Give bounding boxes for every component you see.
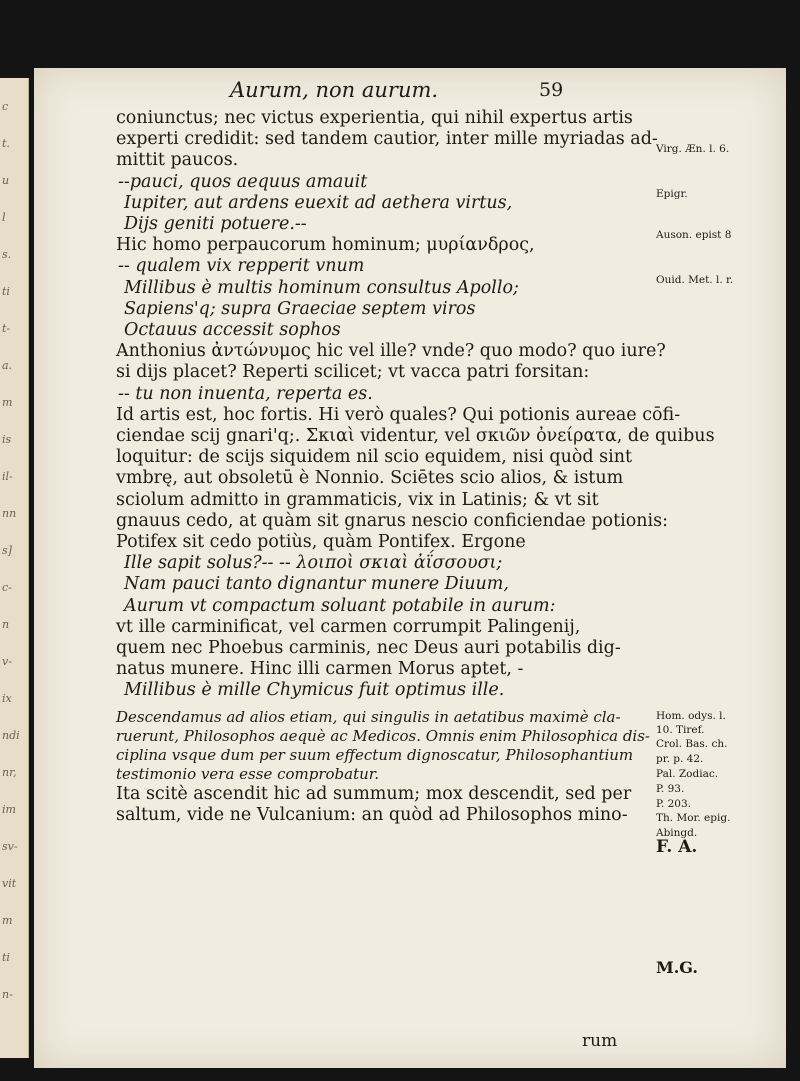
prev-page-glyph: c bbox=[2, 100, 9, 113]
prev-page-glyph: ix bbox=[2, 692, 12, 705]
text-line: Ita scitè ascendit hic ad summum; mox descendit, sed per bbox=[116, 783, 632, 804]
margin-note: Epigr. bbox=[656, 188, 688, 200]
text-line: mittit paucos. bbox=[116, 150, 239, 171]
verse-line: Millibus è multis hominum consultus Apollo; bbox=[124, 277, 519, 298]
verse-line: -- tu non inuenta, reperta es. bbox=[118, 383, 373, 404]
prev-page-glyph: vit bbox=[2, 877, 17, 890]
prev-page-glyph: v- bbox=[2, 655, 12, 668]
verse-line: --pauci, quos aequus amauit bbox=[118, 171, 368, 192]
margin-note: Hom. odys. l. bbox=[656, 710, 726, 722]
prev-page-glyph: a. bbox=[2, 359, 13, 372]
prev-page-glyph: nn bbox=[2, 507, 17, 520]
text-line: Potifex sit cedo potiùs, quàm Pontifex. Ergone bbox=[116, 532, 526, 553]
verse-line: Millibus è mille Chymicus fuit optimus ille. bbox=[124, 680, 505, 701]
margin-note: F. A. bbox=[656, 837, 698, 857]
text-line: coniunctus; nec victus experientia, qui nihil expertus artis bbox=[116, 108, 633, 128]
margin-note: Virg. Æn. l. 6. bbox=[656, 143, 730, 155]
margin-note: 10. Tiref. bbox=[656, 724, 705, 736]
margin-note: Ouid. Met. l. r. bbox=[656, 274, 734, 286]
text-line: vt ille carminificat, vel carmen corrumpit Palingenij, bbox=[116, 616, 581, 637]
text-line: Hic homo perpaucorum hominum; μυρίανδρος, bbox=[116, 235, 535, 256]
prev-page-glyph: c- bbox=[2, 581, 12, 594]
prev-page-glyph: m bbox=[2, 914, 13, 927]
catchword: rum bbox=[582, 1031, 618, 1051]
verse-line: Nam pauci tanto dignantur munere Diuum, bbox=[124, 574, 509, 595]
prev-page-glyph: nr, bbox=[2, 766, 17, 779]
margin-note: M.G. bbox=[656, 958, 698, 977]
prev-page-glyph: s. bbox=[2, 248, 12, 261]
prev-page-glyph: s] bbox=[2, 544, 12, 557]
page-header bbox=[34, 78, 786, 108]
text-line: natus munere. Hinc illi carmen Morus aptet, - bbox=[116, 659, 524, 680]
prev-page-glyph: l bbox=[2, 211, 6, 224]
text-line: si dijs placet? Reperti scilicet; vt vacca patri forsitan: bbox=[116, 362, 590, 383]
margin-note: P. 203. bbox=[656, 798, 691, 810]
margin-note: Th. Mor. epig. bbox=[656, 812, 731, 824]
prev-page-glyph: is bbox=[2, 433, 12, 446]
note-line: ruerunt, Philosophos aequè ac Medicos. Omnis enim Philosophica dis- bbox=[116, 726, 650, 745]
verse-line: Iupiter, aut ardens euexit ad aethera virtus, bbox=[124, 192, 513, 213]
book-page bbox=[34, 68, 786, 1068]
verse-line: Dijs geniti potuere.-- bbox=[124, 214, 307, 235]
text-line: loquitur: de scijs siquidem nil scio equidem, nisi quòd sint bbox=[116, 447, 633, 468]
note-line: Descendamus ad alios etiam, qui singulis in aetatibus maximè cla- bbox=[116, 707, 621, 726]
prev-page-glyph: ti bbox=[2, 951, 10, 964]
verse-line: -- qualem vix repperit vnum bbox=[118, 256, 365, 277]
text-line: saltum, vide ne Vulcanium: an quòd ad Philosophos mino- bbox=[116, 804, 628, 825]
prev-page-glyph: ti bbox=[2, 285, 10, 298]
verse-line: Octauus accessit sophos bbox=[124, 320, 341, 341]
prev-page-glyph: n bbox=[2, 618, 10, 631]
margin-note: P. 93. bbox=[656, 783, 685, 795]
prev-page-glyph: sv- bbox=[2, 840, 18, 853]
margin-note: Pal. Zodiac. bbox=[656, 768, 719, 780]
margin-note: Auson. epist 8 bbox=[656, 229, 732, 241]
running-title: Aurum, non aurum. bbox=[230, 78, 439, 102]
prev-page-glyph: il- bbox=[2, 470, 13, 483]
prev-page-glyph: n- bbox=[2, 988, 13, 1001]
text-line: vmbrę, aut obsoletū è Nonnio. Sciētes scio alios, & istum bbox=[116, 468, 624, 489]
page-number: 59 bbox=[539, 79, 564, 101]
prev-page-glyph: im bbox=[2, 803, 16, 816]
verse-line: Sapiens'q; supra Graeciae septem viros bbox=[124, 298, 476, 319]
text-line: ciendae scij gnari'q;. Σκιαὶ videntur, vel σκιῶν ὀνείρατα, de quibus bbox=[116, 426, 715, 447]
text-line: gnauus cedo, at quàm sit gnarus nescio conficiendae potionis: bbox=[116, 510, 668, 531]
text-line: Anthonius ἀντώνυμος hic vel ille? vnde? quo modo? quo iure? bbox=[116, 341, 666, 362]
note-line: testimonio vera esse comprobatur. bbox=[116, 764, 380, 783]
text-line: Id artis est, hoc fortis. Hi verò quales? Qui potionis aureae cōfi- bbox=[116, 404, 681, 425]
margin-note: Abingd. bbox=[656, 827, 698, 839]
note-line: ciplina vsque dum per suum effectum dignoscatur, Philosophantium bbox=[116, 745, 634, 764]
prev-page-glyph: m bbox=[2, 396, 13, 409]
prev-page-glyph: t- bbox=[2, 322, 11, 335]
margin-note: Crol. Bas. ch. bbox=[656, 738, 728, 750]
prev-page-glyph: u bbox=[2, 174, 10, 187]
text-line: sciolum admitto in grammaticis, vix in Latinis; & vt sit bbox=[116, 489, 599, 510]
text-line: experti credidit: sed tandem cautior, inter mille myriadas ad- bbox=[116, 129, 658, 150]
prev-page-glyph: t. bbox=[2, 137, 10, 150]
verse-line: Ille sapit solus?-- -- λοιποὶ σκιαὶ ἀΐσσουσι; bbox=[124, 553, 503, 574]
text-line: quem nec Phoebus carminis, nec Deus auri potabilis dig- bbox=[116, 638, 621, 659]
prev-page-glyph: ndi bbox=[2, 729, 20, 742]
verse-line: Aurum vt compactum soluant potabile in aurum: bbox=[124, 595, 556, 616]
previous-page-edge bbox=[0, 78, 29, 1058]
margin-note: pr. p. 42. bbox=[656, 753, 704, 765]
